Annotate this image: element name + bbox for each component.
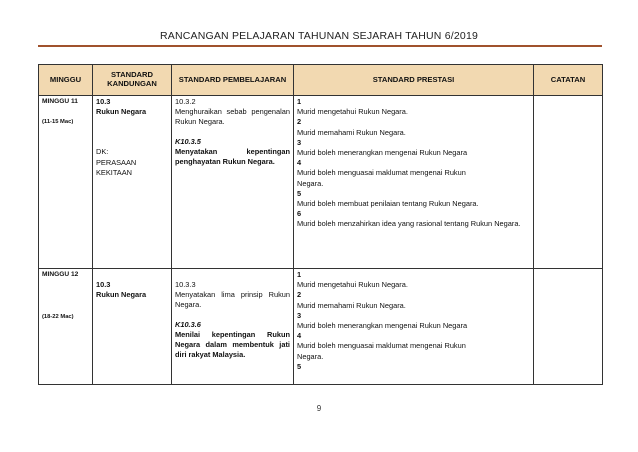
prestasi-text: Murid memahami Rukun Negara. bbox=[297, 127, 406, 137]
table-row bbox=[39, 269, 603, 385]
week-label: MINGGU 12 bbox=[42, 271, 79, 278]
week-label: MINGGU 11 bbox=[42, 98, 78, 105]
lesson-plan-table bbox=[38, 64, 603, 385]
cell-standard-pembelajaran bbox=[172, 269, 294, 385]
column-header-minggu: MINGGU bbox=[39, 65, 93, 96]
sk-code: 10.3 bbox=[96, 280, 111, 289]
cell-catatan bbox=[534, 96, 603, 269]
prestasi-text: Murid boleh menguasai maklumat mengenai Rukun Negara. bbox=[297, 341, 466, 361]
column-header-standard-prestasi: STANDARD PRESTASI bbox=[294, 65, 534, 96]
sp-text: Menghuraikan sebab pengenalan Rukun Negara. bbox=[175, 107, 290, 127]
prestasi-text: Murid boleh menerangkan mengenai Rukun Negara bbox=[297, 148, 468, 158]
cell-minggu bbox=[39, 269, 93, 385]
page-number: 9 bbox=[316, 404, 322, 413]
cell-standard-prestasi bbox=[294, 269, 534, 385]
prestasi-text: Murid boleh menguasai maklumat mengenai Rukun Negara. bbox=[297, 168, 466, 188]
prestasi-text: Murid boleh membuat penilaian tentang Rukun Negara. bbox=[297, 199, 479, 209]
prestasi-level: 5 bbox=[297, 188, 302, 198]
prestasi-level: 6 bbox=[297, 209, 302, 219]
prestasi-text: Murid memahami Rukun Negara. bbox=[297, 300, 406, 310]
sk-code: 10.3 bbox=[96, 97, 111, 106]
sk-title: Rukun Negara bbox=[96, 107, 147, 117]
prestasi-level: 5 bbox=[297, 361, 302, 371]
k-code: K10.3.5 bbox=[175, 136, 201, 146]
sp-text: Menyatakan lima prinsip Rukun Negara. bbox=[175, 290, 290, 310]
dk-text: PERASAAN KEKITAAN bbox=[96, 157, 137, 177]
k-text: Menilai kepentingan Rukun Negara dalam membentuk jati diri rakyat Malaysia. bbox=[175, 329, 290, 360]
prestasi-level: 2 bbox=[297, 117, 302, 127]
k-code: K10.3.6 bbox=[175, 319, 201, 329]
prestasi-level: 1 bbox=[297, 270, 302, 279]
title-underline bbox=[38, 45, 602, 47]
column-header-catatan: CATATAN bbox=[534, 65, 603, 96]
prestasi-text: Murid mengetahui Rukun Negara. bbox=[297, 280, 408, 290]
column-header-standard-pembelajaran: STANDARD PEMBELAJARAN bbox=[172, 65, 294, 96]
prestasi-level: 2 bbox=[297, 290, 302, 300]
sk-title: Rukun Negara bbox=[96, 290, 147, 300]
table-row bbox=[39, 96, 603, 269]
sp-code: 10.3.3 bbox=[175, 280, 196, 289]
prestasi-text: Murid boleh menzahirkan idea yang rasional tentang Rukun Negara. bbox=[297, 219, 521, 229]
column-header-standard-kandungan: STANDARD KANDUNGAN bbox=[93, 65, 172, 96]
prestasi-level: 1 bbox=[297, 97, 302, 106]
page-title: RANCANGAN PELAJARAN TAHUNAN SEJARAH TAHUN 6/2019 bbox=[159, 30, 479, 42]
prestasi-level: 4 bbox=[297, 331, 302, 341]
cell-standard-pembelajaran bbox=[172, 96, 294, 269]
prestasi-level: 3 bbox=[297, 137, 302, 147]
cell-minggu bbox=[39, 96, 93, 269]
prestasi-text: Murid mengetahui Rukun Negara. bbox=[297, 107, 408, 117]
prestasi-text: Murid boleh menerangkan mengenai Rukun Negara bbox=[297, 321, 468, 331]
prestasi-level: 4 bbox=[297, 158, 302, 168]
cell-catatan bbox=[534, 269, 603, 385]
prestasi-level: 3 bbox=[297, 310, 302, 320]
sp-code: 10.3.2 bbox=[175, 97, 196, 106]
cell-standard-kandungan bbox=[93, 96, 172, 269]
cell-standard-prestasi bbox=[294, 96, 534, 269]
table-header-row bbox=[39, 65, 603, 96]
week-dates: (11-15 Mac) bbox=[42, 119, 74, 126]
k-text: Menyatakan kepentingan penghayatan Rukun Negara. bbox=[175, 146, 290, 167]
dk-label: DK: bbox=[96, 147, 109, 157]
cell-standard-kandungan bbox=[93, 269, 172, 385]
week-dates: (18-22 Mac) bbox=[42, 314, 74, 321]
